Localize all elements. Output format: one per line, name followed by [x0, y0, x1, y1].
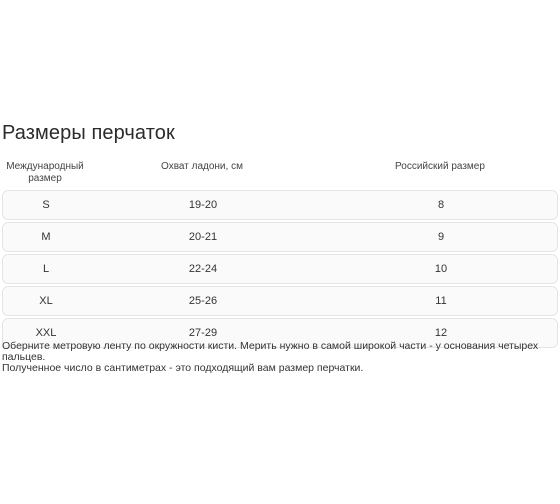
measurement-instructions — [2, 341, 550, 374]
page-title: Размеры перчаток — [2, 122, 175, 144]
palm-girth-cell: 22-24 — [188, 263, 218, 275]
table-row — [2, 190, 558, 220]
russian-size-cell: 12 — [434, 327, 448, 339]
table-row — [2, 254, 558, 284]
header-russian-size: Российский размер — [395, 161, 485, 172]
intl-size-cell: M — [41, 231, 51, 243]
instruction-text: Полученное число в сантиметрах - это подходящий вам размер перчатки. — [2, 362, 364, 374]
russian-size-cell: 8 — [437, 199, 445, 211]
russian-size-cell: 10 — [434, 263, 448, 275]
russian-size-cell: 9 — [437, 231, 445, 243]
header-intl-size: Международный размер — [6, 161, 84, 184]
palm-girth-cell: 20-21 — [188, 231, 218, 243]
palm-girth-cell: 27-29 — [188, 327, 218, 339]
size-table — [2, 190, 558, 350]
palm-girth-cell: 25-26 — [188, 295, 218, 307]
header-palm-girth: Охват ладони, см — [161, 161, 243, 172]
table-row — [2, 286, 558, 316]
intl-size-cell: XXL — [35, 327, 57, 339]
instruction-text: Оберните метровую ленту по окружности кисти. Мерить нужно в самой широкой части - у основания четырех пальцев. — [2, 340, 539, 363]
table-row — [2, 222, 558, 252]
palm-girth-cell: 19-20 — [188, 199, 218, 211]
russian-size-cell: 11 — [435, 295, 447, 307]
intl-size-cell: S — [42, 199, 50, 211]
table-header — [0, 161, 560, 189]
intl-size-cell: XL — [39, 295, 53, 307]
intl-size-cell: L — [42, 263, 50, 275]
